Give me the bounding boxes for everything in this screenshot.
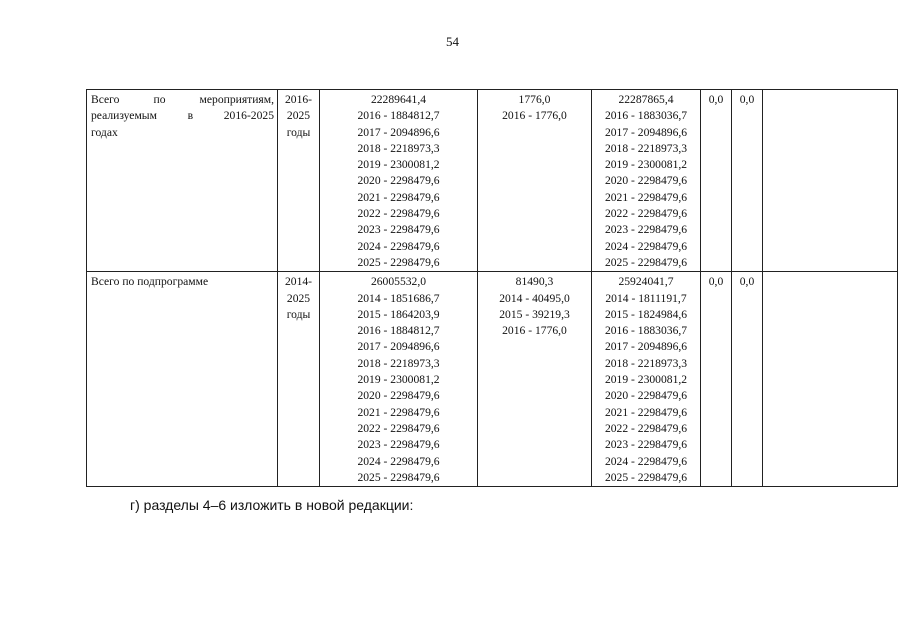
other-funding-cell: 0,0: [732, 90, 763, 272]
funding-line: 2015 - 39219,3: [499, 307, 570, 321]
federal-funding-cell: [478, 272, 592, 487]
funding-line: 2014 - 1811191,7: [605, 291, 687, 305]
funding-line: 2024 - 2298479,6: [604, 239, 688, 253]
regional-funding-cell: [592, 272, 701, 487]
funding-line: 2019 - 2300081,2: [357, 373, 440, 387]
funding-line: 2023 - 2298479,6: [604, 223, 688, 237]
table-row: [87, 90, 898, 272]
funding-line: 2025 - 2298479,6: [604, 470, 688, 484]
section-note: г) разделы 4–6 изложить в новой редакции:: [130, 497, 414, 513]
funding-line: 2017 - 2094896,6: [604, 340, 688, 354]
empty-cell: [763, 90, 898, 272]
funding-line: 2014 - 1851686,7: [357, 291, 440, 305]
local-funding-cell: 0,0: [701, 90, 732, 272]
funding-line: 2018 - 2218973,3: [604, 356, 688, 370]
funding-line: 2017 - 2094896,6: [357, 340, 440, 354]
funding-line: 2021 - 2298479,6: [604, 405, 688, 419]
funding-line: 2017 - 2094896,6: [357, 125, 440, 139]
funding-line: 22287865,4: [618, 93, 674, 106]
funding-line: 2024 - 2298479,6: [604, 454, 688, 468]
funding-line: 2018 - 2218973,3: [357, 141, 440, 155]
funding-line: 2024 - 2298479,6: [357, 454, 440, 468]
funding-line: 2021 - 2298479,6: [357, 405, 440, 419]
funding-line: 2021 - 2298479,6: [604, 190, 688, 204]
funding-line: 2016 - 1776,0: [502, 109, 567, 123]
row-name-cell: [87, 272, 278, 487]
funding-line: 2016 - 1884812,7: [357, 324, 440, 338]
total-funding-cell: [320, 272, 478, 487]
funding-line: 2023 - 2298479,6: [604, 438, 688, 452]
budget-table: [86, 89, 898, 487]
period-cell: [278, 272, 320, 487]
funding-line: 2016 - 1883036,7: [604, 109, 688, 123]
funding-line: 25924041,7: [618, 275, 674, 289]
funding-line: 2022 - 2298479,6: [604, 207, 688, 221]
funding-line: 2020 - 2298479,6: [604, 174, 688, 188]
funding-line: 2018 - 2218973,3: [604, 141, 688, 155]
period-line: 2025: [286, 109, 311, 123]
funding-line: 2022 - 2298479,6: [357, 207, 440, 221]
total-funding-cell: [320, 90, 478, 272]
funding-line: 2025 - 2298479,6: [604, 255, 688, 269]
funding-line: 2020 - 2298479,6: [357, 174, 440, 188]
funding-line: 2023 - 2298479,6: [357, 223, 440, 237]
row-name-line: Всего по мероприятиям,: [91, 93, 274, 106]
funding-line: 2019 - 2300081,2: [357, 158, 440, 172]
funding-line: 22289641,4: [370, 93, 427, 106]
period-line: годы: [286, 307, 311, 321]
row-name-line: годах: [91, 125, 118, 139]
funding-line: 2015 - 1864203,9: [357, 307, 440, 321]
period-line: 2016-: [284, 93, 313, 106]
funding-line: 2021 - 2298479,6: [357, 190, 440, 204]
row-name-line: Всего по подпрограмме: [91, 275, 209, 289]
funding-line: 2022 - 2298479,6: [604, 421, 688, 435]
row-name-cell: [87, 90, 278, 272]
funding-line: 2016 - 1884812,7: [357, 109, 440, 123]
empty-cell: [763, 272, 898, 487]
funding-line: 2020 - 2298479,6: [357, 389, 440, 403]
regional-funding-cell: [592, 90, 701, 272]
funding-line: 2025 - 2298479,6: [357, 470, 440, 484]
funding-line: 2020 - 2298479,6: [604, 389, 688, 403]
funding-line: 2019 - 2300081,2: [604, 158, 688, 172]
funding-line: 2022 - 2298479,6: [357, 421, 440, 435]
funding-line: 26005532,0: [370, 275, 427, 289]
federal-funding-cell: [478, 90, 592, 272]
funding-line: 2024 - 2298479,6: [357, 239, 440, 253]
funding-line: 1776,0: [518, 93, 551, 106]
period-line: годы: [286, 125, 311, 139]
funding-line: 2015 - 1824984,6: [604, 307, 688, 321]
page-number: 54: [446, 34, 459, 49]
period-line: 2025: [286, 291, 311, 305]
row-name-line: реализуемым в 2016-2025: [91, 109, 274, 123]
funding-line: 2014 - 40495,0: [499, 291, 570, 305]
budget-table-body: [87, 90, 898, 487]
funding-line: 2016 - 1776,0: [502, 324, 567, 338]
funding-line: 2025 - 2298479,6: [357, 255, 440, 269]
table-row: [87, 272, 898, 487]
funding-line: 2023 - 2298479,6: [357, 438, 440, 452]
local-funding-cell: 0,0: [701, 272, 732, 487]
funding-line: 2016 - 1883036,7: [604, 324, 688, 338]
funding-line: 2017 - 2094896,6: [604, 125, 688, 139]
period-cell: [278, 90, 320, 272]
period-line: 2014-: [284, 275, 313, 289]
funding-line: 2018 - 2218973,3: [357, 356, 440, 370]
other-funding-cell: 0,0: [732, 272, 763, 487]
funding-line: 2019 - 2300081,2: [604, 373, 688, 387]
funding-line: 81490,3: [515, 275, 554, 289]
